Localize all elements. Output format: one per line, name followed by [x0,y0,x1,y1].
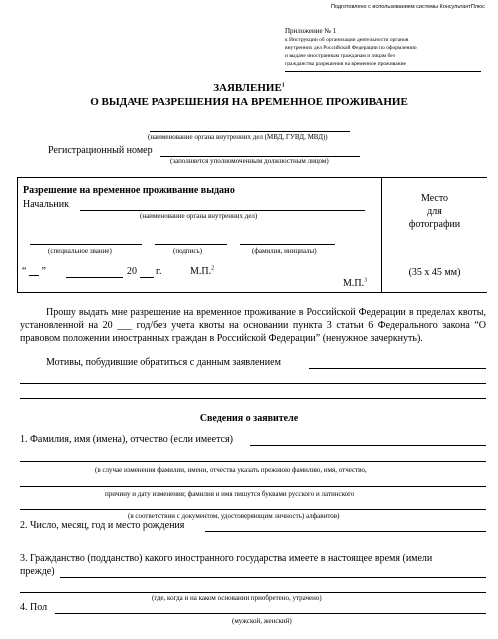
year-line[interactable] [140,277,154,278]
q1-line-2[interactable] [20,461,486,462]
request-paragraph: Прошу выдать мне разрешение на временное проживание в Российской Федерации в пределах квоты, установленной на 20 ___ год/без учета квоты на основании пункта 3 статьи 6 Федерального закона “О правовом положении иностранных граждан в Российской Федерации” (ненужное зачеркнуть). [20,307,486,344]
q3-line-2[interactable] [20,592,486,593]
chief-label: Начальник [23,199,69,210]
year-prefix: 20 [127,266,137,277]
photo-photo-label: фотографии [408,219,461,230]
issue-date[interactable] [22,266,46,277]
stamp-footnote-3: 3 [364,277,368,284]
quote-open: “ [22,266,27,277]
title-footnote: 1 [281,82,285,89]
q1-caption-1: (в случае изменения фамилии, имени, отчества указать прежнюю фамилию, имя, отчество, [95,466,367,474]
q2-line[interactable] [205,531,486,532]
rank-line[interactable] [30,244,142,245]
org-name-line[interactable] [150,131,350,132]
title-word: ЗАЯВЛЕНИЕ [213,82,282,94]
appendix-line: гражданства разрешения на временное проживание [285,61,406,67]
appendix-rule [285,71,481,72]
box-left-border [17,177,18,292]
appendix-line: к Инструкции об организации деятельности органов [285,37,409,43]
document-subtitle: О ВЫДАЧЕ РАЗРЕШЕНИЯ НА ВРЕМЕННОЕ ПРОЖИВАНИЕ [90,96,408,108]
box-top-border [17,177,487,178]
q1-caption-2: причину и дату изменения; фамилия и имя пишутся буквами русского и латинского [105,490,355,498]
appendix-line: внутренних дел Российской Федерации по оформлению [285,45,417,51]
q3-label: 3. Гражданство (подданство) какого иностранного государства имеете в настоящее время (имели [20,553,433,564]
q1-caption-3: (в соответствии с документом, удостоверяющим личность) алфавитов) [128,512,340,520]
q3-caption: (где, когда и на каком основании приобретено, утрачено) [152,594,322,602]
q1-line-3[interactable] [20,486,486,487]
section-title: Сведения о заявителе [199,413,299,424]
motives-line-2[interactable] [20,383,486,384]
q1-line-4[interactable] [20,509,486,510]
day-blank: __ [28,266,39,277]
quote-close: ” [41,266,46,277]
q3-label-cont: прежде) [20,566,55,577]
source-note: Подготовлено с использованием системы КонсультантПлюс [331,4,485,10]
registration-label: Регистрационный номер [48,145,153,156]
chief-caption: (наименование органа внутренних дел) [140,212,258,220]
stamp-mark-3 [343,278,367,289]
box-bottom-border [17,292,487,293]
q1-line[interactable] [250,445,486,446]
motives-label: Мотивы, побудившие обратиться с данным заявлением [46,357,281,368]
permit-heading: Разрешение на временное проживание выдано [23,185,235,196]
photo-place-label: Место [420,193,449,204]
q1-label: 1. Фамилия, имя (имена), отчество (если имеется) [20,434,233,445]
motives-line-3[interactable] [20,398,486,399]
stamp-mark [190,266,214,277]
stamp-label: М.П. [190,266,212,277]
q4-label: 4. Пол [20,602,48,613]
q4-line[interactable] [55,613,486,614]
month-line[interactable] [66,277,123,278]
stamp-footnote: 2 [211,265,215,272]
q4-caption: (мужской, женский) [232,617,292,625]
org-caption: (наименование органа внутренних дел (МВД, ГУВД, МВД)) [148,133,328,141]
appendix-title: Приложение № 1 [285,27,337,35]
photo-for-label: для [427,206,442,217]
appendix-line: и выдаче иностранным гражданам и лицам без [285,53,395,59]
q3-line[interactable] [60,577,486,578]
photo-size: (35 х 45 мм) [408,267,461,278]
name-caption: (фамилия, инициалы) [252,247,317,255]
year-suffix: г. [156,266,162,277]
stamp-label-3: М.П. [343,278,365,289]
registration-caption: (заполняется уполномоченным должностным лицом) [170,157,329,165]
document-title [0,82,498,94]
q2-label: 2. Число, месяц, год и место рождения [20,520,185,531]
signature-line[interactable] [155,244,227,245]
name-line[interactable] [240,244,335,245]
chief-line[interactable] [80,210,365,211]
rank-caption: (специальное звание) [48,247,112,255]
motives-line[interactable] [309,368,486,369]
signature-caption: (подпись) [173,247,203,255]
